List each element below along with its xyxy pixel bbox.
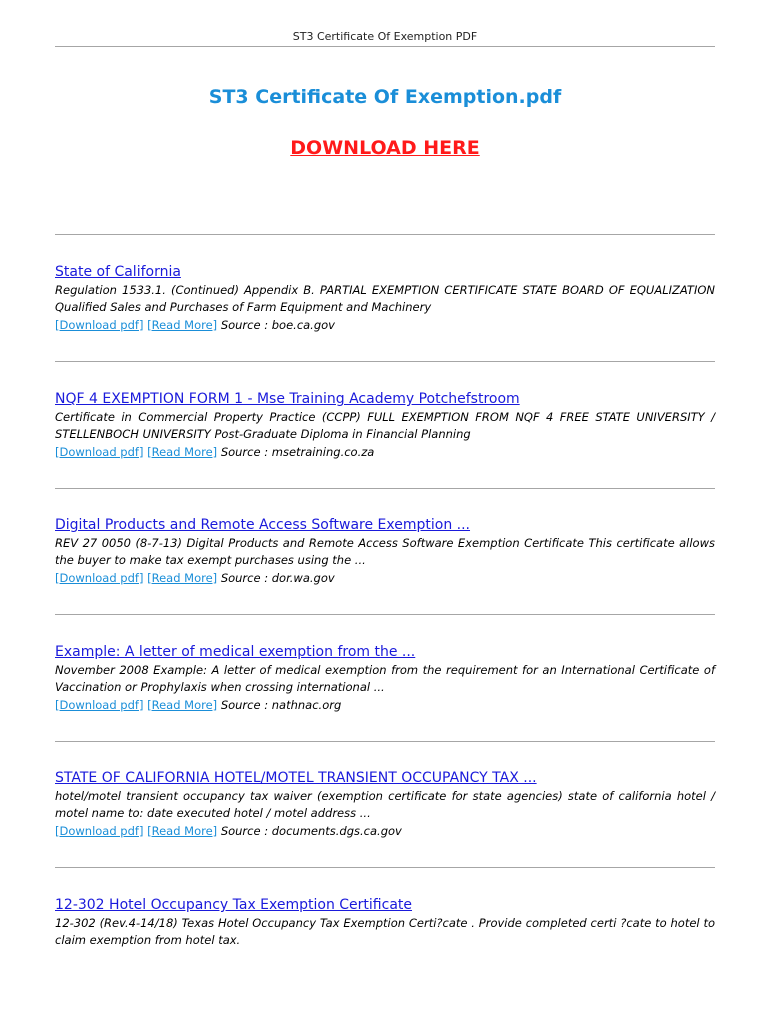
- result-links: [55, 317, 715, 334]
- result-title-link[interactable]: STATE OF CALIFORNIA HOTEL/MOTEL TRANSIENT OCCUPANCY TAX ...: [55, 770, 537, 786]
- result-links: [55, 823, 715, 840]
- result-description: Regulation 1533.1. (Continued) Appendix B. PARTIAL EXEMPTION CERTIFICATE STATE BOARD OF EQUALIZATION Qualified Sales and Purchases of Farm Equipment and Machinery: [55, 283, 715, 314]
- result-title-link[interactable]: 12-302 Hotel Occupancy Tax Exemption Certificate: [55, 897, 413, 913]
- result-title-link[interactable]: Digital Products and Remote Access Software Exemption ...: [55, 517, 471, 533]
- section-divider: [55, 867, 715, 868]
- result-source: Source : nathnac.org: [220, 698, 342, 712]
- result-source: Source : boe.ca.gov: [220, 318, 335, 332]
- result-title-link[interactable]: State of California: [55, 264, 181, 280]
- section-divider: [55, 614, 715, 615]
- result-links: [55, 444, 715, 461]
- result-entry: [55, 896, 715, 949]
- download-pdf-link[interactable]: [Download pdf]: [55, 698, 144, 712]
- result-source: Source : documents.dgs.ca.gov: [220, 824, 402, 838]
- result-description: November 2008 Example: A letter of medical exemption from the requirement for an International Certificate of Vaccination or Prophylaxis when crossing international ...: [55, 663, 715, 694]
- running-header: ST3 Certificate Of Exemption PDF: [292, 30, 478, 43]
- result-title-link[interactable]: NQF 4 EXEMPTION FORM 1 - Mse Training Academy Potchefstroom: [55, 391, 520, 407]
- result-links: [55, 697, 715, 714]
- result-title-link[interactable]: Example: A letter of medical exemption from the ...: [55, 644, 416, 660]
- download-pdf-link[interactable]: [Download pdf]: [55, 318, 144, 332]
- result-entry: [55, 516, 715, 587]
- read-more-link[interactable]: [Read More]: [147, 445, 218, 459]
- document-title: ST3 Certificate Of Exemption.pdf: [208, 86, 562, 108]
- read-more-link[interactable]: [Read More]: [147, 318, 218, 332]
- read-more-link[interactable]: [Read More]: [147, 824, 218, 838]
- result-description: REV 27 0050 (8-7-13) Digital Products and Remote Access Software Exemption Certificate This certificate allows the buyer to make tax exempt purchases using the ...: [55, 536, 715, 567]
- section-divider: [55, 741, 715, 742]
- section-divider: [55, 361, 715, 362]
- download-here-link[interactable]: DOWNLOAD HERE: [290, 137, 480, 159]
- download-pdf-link[interactable]: [Download pdf]: [55, 824, 144, 838]
- section-divider: [55, 488, 715, 489]
- download-here-container: [55, 136, 715, 160]
- read-more-link[interactable]: [Read More]: [147, 698, 218, 712]
- section-divider: [55, 234, 715, 235]
- result-source: Source : msetraining.co.za: [220, 445, 375, 459]
- result-entry: [55, 263, 715, 334]
- result-entry: [55, 390, 715, 461]
- download-pdf-link[interactable]: [Download pdf]: [55, 571, 144, 585]
- result-source: Source : dor.wa.gov: [220, 571, 335, 585]
- result-links: [55, 570, 715, 587]
- result-description: Certificate in Commercial Property Practice (CCPP) FULL EXEMPTION FROM NQF 4 FREE STATE UNIVERSITY / STELLENBOCH UNIVERSITY Post-Graduate Diploma in Financial Planning: [55, 410, 715, 441]
- result-description: 12-302 (Rev.4-14/18) Texas Hotel Occupancy Tax Exemption Certi?cate . Provide completed certi ?cate to hotel to claim exemption from hotel tax.: [55, 916, 715, 947]
- result-entry: [55, 643, 715, 714]
- download-pdf-link[interactable]: [Download pdf]: [55, 445, 144, 459]
- read-more-link[interactable]: [Read More]: [147, 571, 218, 585]
- result-entry: [55, 769, 715, 840]
- result-description: hotel/motel transient occupancy tax waiver (exemption certificate for state agencies) state of california hotel / motel name to: date executed hotel / motel address ...: [55, 789, 715, 820]
- header-divider: [55, 46, 715, 47]
